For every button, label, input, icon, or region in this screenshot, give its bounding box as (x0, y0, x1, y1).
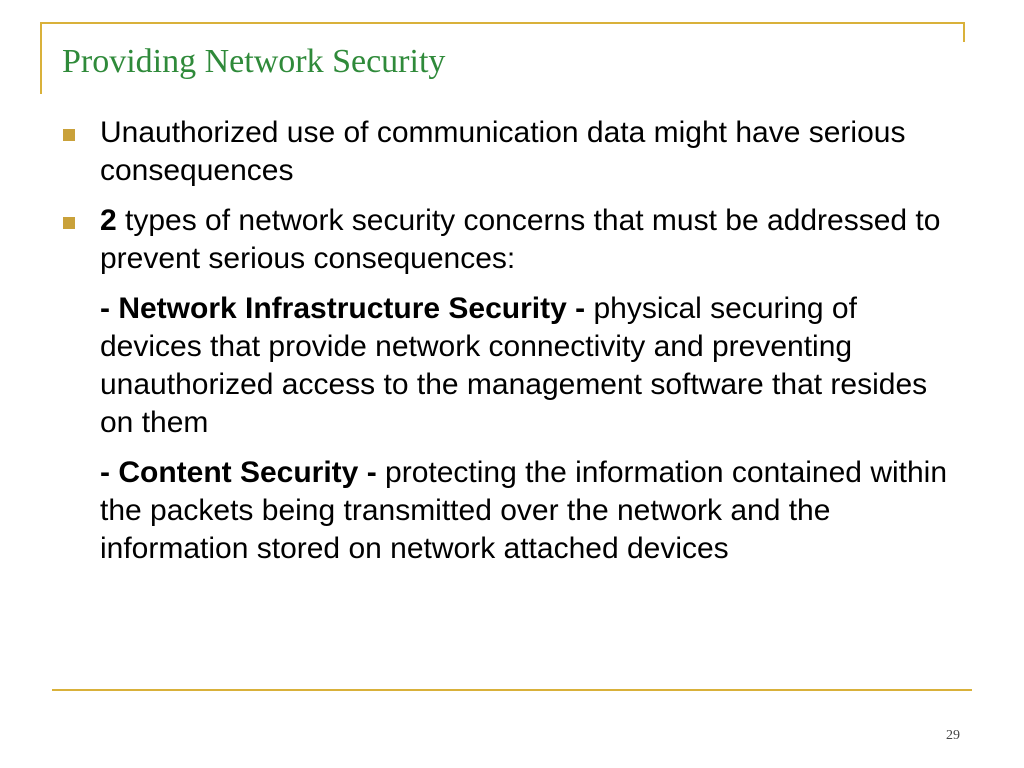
footer-divider (52, 689, 972, 691)
slide-body (100, 114, 960, 580)
square-bullet-icon (63, 217, 75, 229)
sub-item-heading: - Network Infrastructure Security - (100, 292, 586, 325)
page-number: 29 (946, 728, 960, 743)
bullet-bold-number: 2 (100, 204, 117, 237)
sub-item-network-infrastructure-security (100, 290, 960, 442)
title-accent-vertical-line (40, 22, 42, 94)
title-accent-top-line (40, 22, 965, 24)
title-accent-right-tick (963, 22, 965, 42)
bullet-item (100, 202, 960, 278)
square-bullet-icon (63, 129, 75, 141)
sub-item-heading: - Content Security - (100, 456, 377, 489)
sub-item-text: protecting the information contained within the packets being transmitted over the network and the information stored on network attached devices (100, 456, 948, 565)
slide-title: Providing Network Security (62, 43, 446, 80)
sub-item-content-security (100, 454, 960, 568)
bullet-text: types of network security concerns that must be addressed to prevent serious consequences: (100, 204, 941, 275)
bullet-item (100, 114, 960, 190)
sub-item-text: physical securing of devices that provide network connectivity and preventing unauthorized access to the management software that resides on them (100, 292, 928, 439)
bullet-text: Unauthorized use of communication data might have serious consequences (100, 116, 906, 187)
